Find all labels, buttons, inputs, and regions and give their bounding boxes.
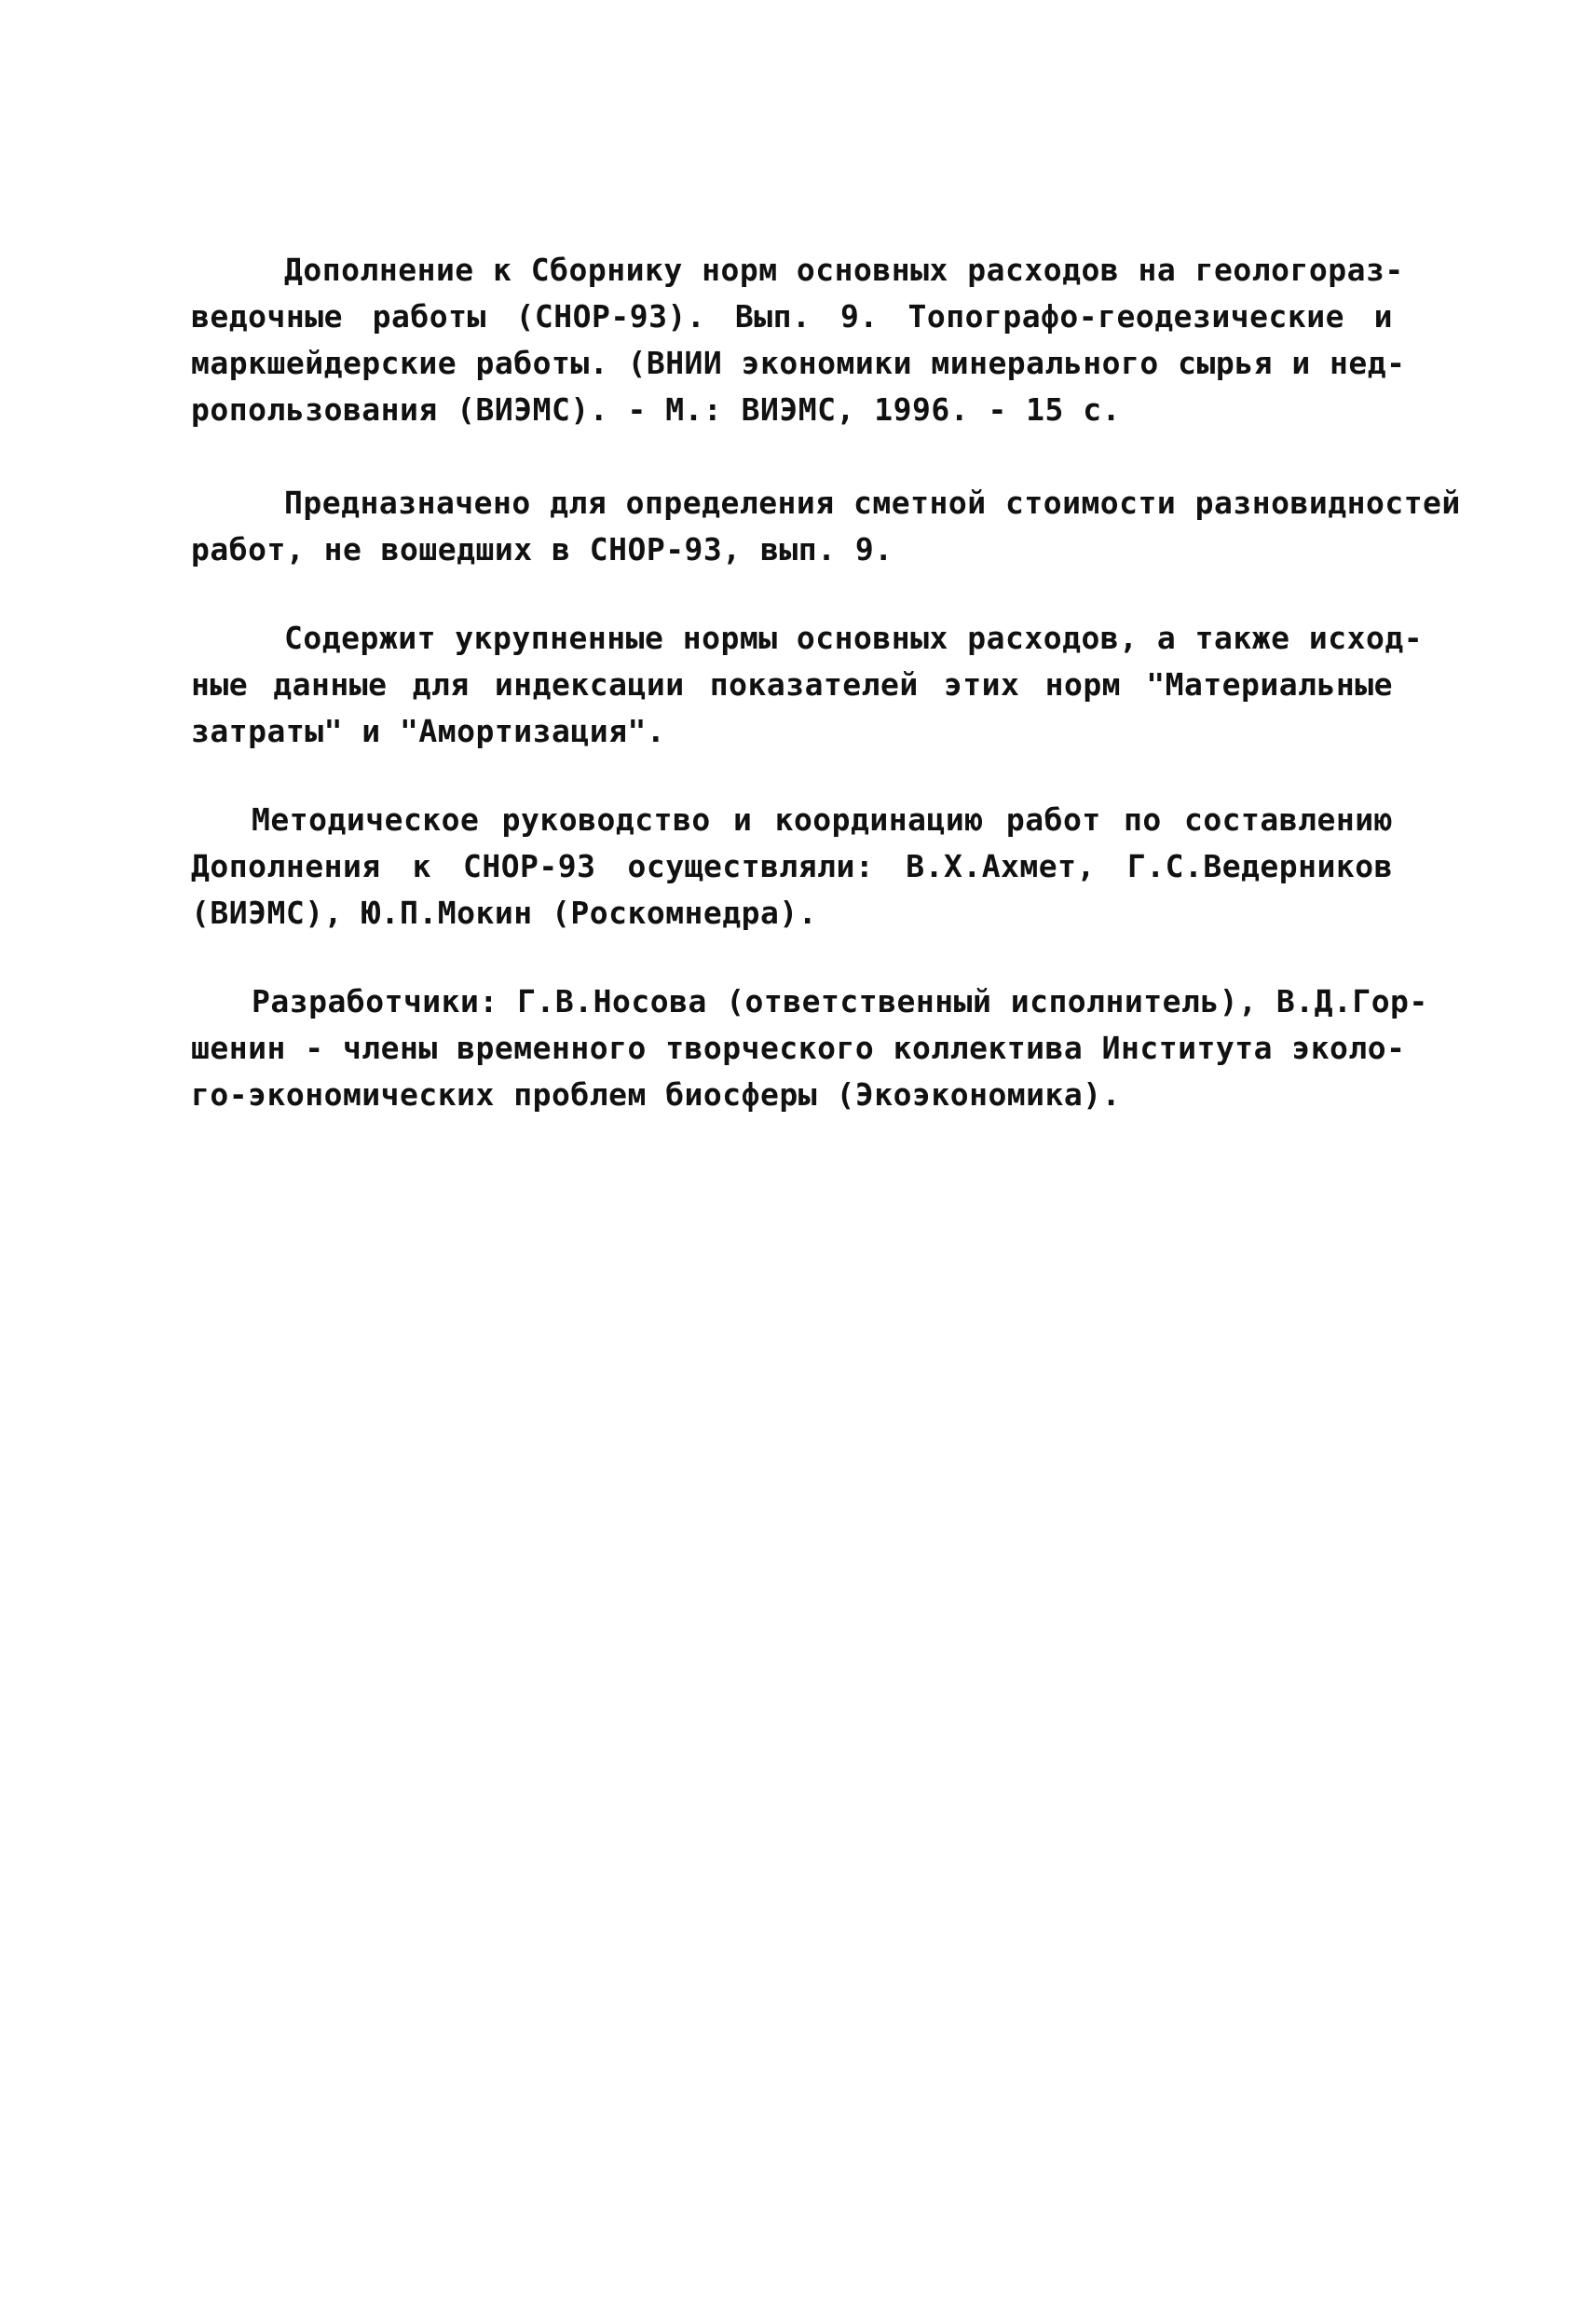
text-line: маркшейдерские работы. (ВНИИ экономики минерального сырья и нед- <box>191 345 1406 381</box>
text-line: Методическое руководство и координацию работ по составлению <box>252 801 1393 838</box>
developers-paragraph <box>191 978 1428 1118</box>
text-line: Разработчики: Г.В.Носова (ответственный исполнитель), В.Д.Гор- <box>252 983 1428 1019</box>
text-line: Предназначено для определения сметной стоимости разновидностей <box>284 485 1461 521</box>
text-line: ные данные для индексации показателей этих норм "Материальные <box>191 666 1393 703</box>
text-line: ропользования (ВИЭМС). - М.: ВИЭМС, 1996. - 15 с. <box>191 391 1122 428</box>
text-line: Дополнения к СНОР-93 осуществляли: В.Х.Ахмет, Г.С.Ведерников <box>191 848 1393 884</box>
supervision-paragraph <box>191 797 1393 937</box>
text-line: Содержит укрупненные нормы основных расходов, а также исход- <box>284 620 1424 656</box>
text-line: работ, не вошедших в СНОР-93, вып. 9. <box>191 531 893 568</box>
text-line: (ВИЭМС), Ю.П.Мокин (Роскомнедра). <box>191 895 818 931</box>
purpose-paragraph <box>191 480 1461 573</box>
text-line: го-экономических проблем биосферы (Экоэкономика). <box>191 1076 1122 1113</box>
text-line: затраты" и "Амортизация". <box>191 713 666 749</box>
text-line: шенин - члены временного творческого коллектива Института эколо- <box>191 1030 1406 1066</box>
contents-paragraph <box>191 615 1424 755</box>
text-line: Дополнение к Сборнику норм основных расходов на геологораз- <box>284 252 1404 288</box>
text-line: ведочные работы (СНОР-93). Вып. 9. Топографо-геодезические и <box>191 298 1393 335</box>
bibliographic-paragraph <box>191 247 1406 433</box>
